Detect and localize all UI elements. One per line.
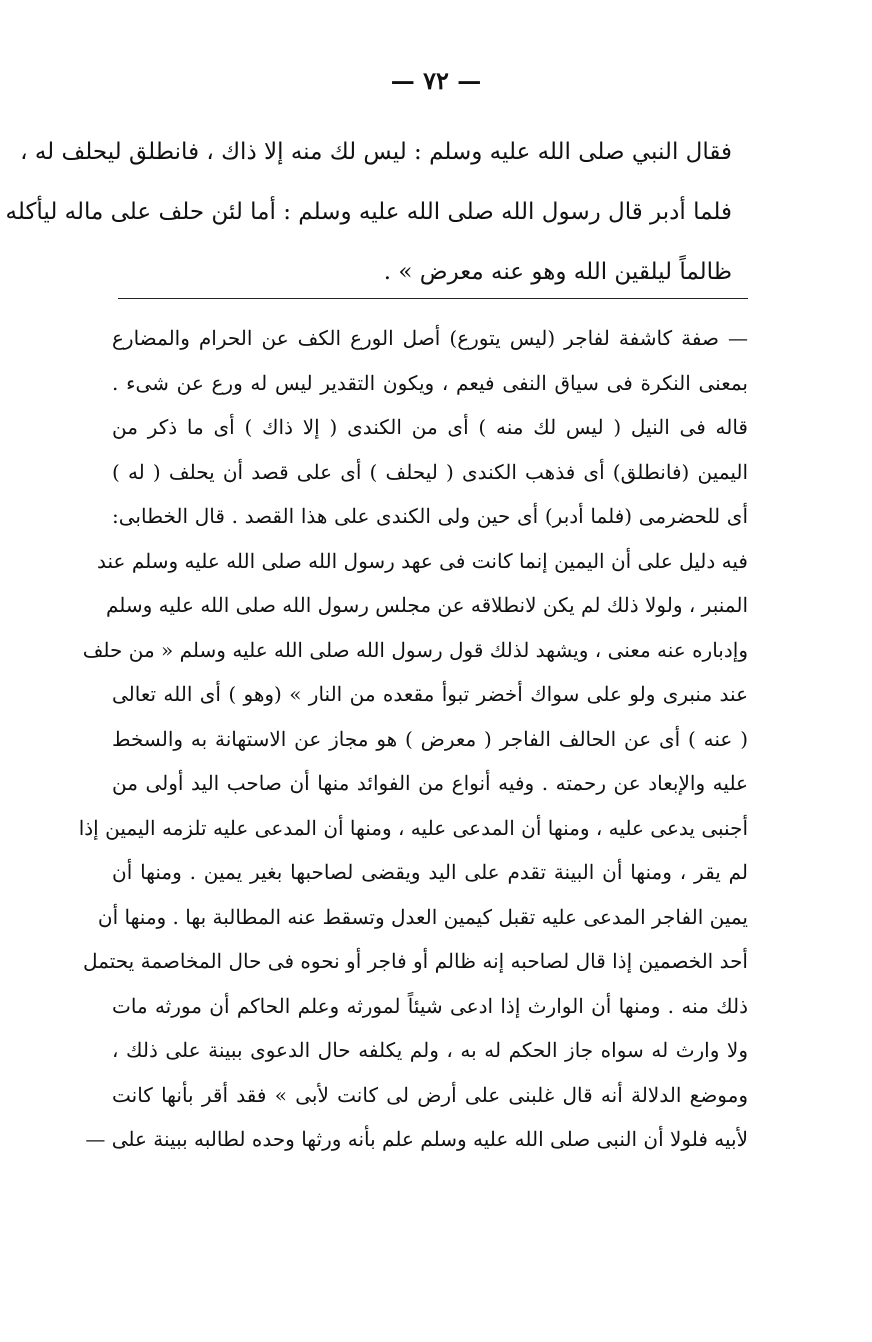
commentary-line: أجنبى يدعى عليه ، ومنها أن المدعى عليه ، ومنها أن المدعى عليه تلزمه اليمين إذا [78,815,748,840]
commentary-line: قاله فى النيل ( ليس لك منه ) أى من الكندى ( إلا ذاك ) أى ما ذكر من [112,415,748,439]
commentary-line: وموضع الدلالة أنه قال غلبنى على أرض لى كانت لأبى » فقد أقر بأنها كانت [112,1082,748,1107]
commentary-text [78,316,749,1162]
commentary-line: يمين الفاجر المدعى عليه تقبل كيمين العدل وتسقط عنه المطالبة بها . ومنها أن [97,904,748,929]
commentary-line: لأبيه فلولا أن النبى صلى الله عليه وسلم علم بأنه ورثها وحده لطالبه ببينة على — [85,1127,748,1151]
commentary-line: أحد الخصمين إذا قال لصاحبه إنه ظالم أو فاجر أو نحوه فى حال المخاصمة يحتمل [83,949,748,973]
commentary-line: — صفة كاشفة لفاجر (ليس يتورع) أصل الورع الكف عن الحرام والمضارع [112,326,748,350]
commentary-line: عند منبرى ولو على سواك أخضر تبوأ مقعده من النار » (وهو ) أى الله تعالى [112,682,749,706]
commentary-line: فيه دليل على أن اليمين إنما كانت فى عهد رسول الله صلى الله عليه وسلم عند [97,548,748,573]
commentary-line: عليه والإبعاد عن رحمته . وفيه أنواع من الفوائد منها أن صاحب اليد أولى من [112,771,748,795]
hadith-line: ظالماً ليلقين الله وهو عنه معرض » . [383,259,732,285]
page-number: — ٧٢ — [390,66,482,95]
commentary-line: ( عنه ) أى عن الحالف الفاجر ( معرض ) هو مجاز عن الاستهانة به والسخط [112,726,748,751]
commentary-line: وإدباره عنه معنى ، ويشهد لذلك قول رسول الله صلى الله عليه وسلم « من حلف [82,637,748,662]
commentary-line: اليمين (فانطلق) أى فذهب الكندى ( ليحلف ) أى على قصد أن يحلف ( له ) [112,459,748,484]
hadith-text [5,122,732,302]
commentary-line: أى للحضرمى (فلما أدبر) أى حين ولى الكندى على هذا القصد . قال الخطابى: [112,504,748,528]
commentary-line: ولا وارث له سواه جاز الحكم له به ، ولم يكلفه حال الدعوى ببينة على ذلك ، [112,1038,748,1062]
hadith-line: فلما أدبر قال رسول الله صلى الله عليه وسلم : أما لئن حلف على ماله ليأكله [5,199,732,225]
commentary-line: المنبر ، ولولا ذلك لم يكن لانطلاقه عن مجلس رسول الله صلى الله عليه وسلم [105,593,748,617]
commentary-line: ذلك منه . ومنها أن الوارث إذا ادعى شيئاً لمورثه وعلم الحاكم أن مورثه مات [112,993,749,1018]
hadith-line: فقال النبي صلى الله عليه وسلم : ليس لك منه إلا ذاك ، فانطلق ليحلف له ، [20,139,732,165]
commentary-line: لم يقر ، ومنها أن البينة تقدم على اليد ويقضى لصاحبها بغير يمين . ومنها أن [112,860,748,884]
commentary-line: بمعنى النكرة فى سياق النفى فيعم ، ويكون التقدير ليس له ورع عن شىء . [112,370,748,395]
footnote-separator [118,298,748,299]
